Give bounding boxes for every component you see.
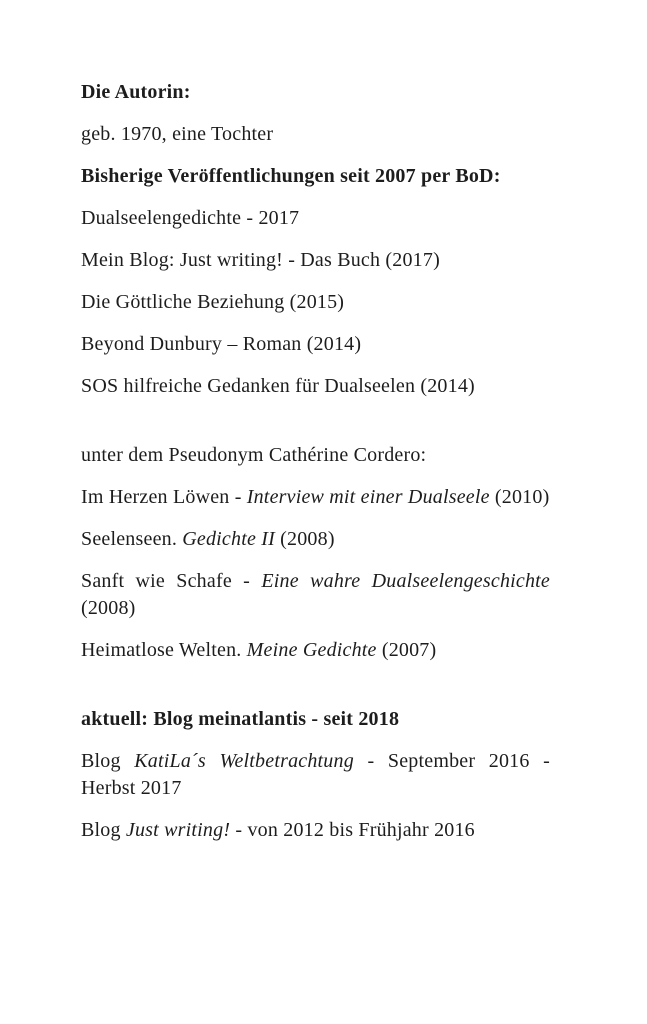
text-run: Eine wahre Dualseelengeschichte: [261, 570, 551, 592]
text-run: Beyond Dunbury – Roman (2014): [81, 333, 362, 355]
text-run: SOS hilfreiche Gedanken für Dualseelen (2014): [81, 375, 475, 397]
text-run: Dualseelengedichte - 2017: [81, 207, 300, 229]
pub-im-herzen-loewen: [81, 484, 550, 511]
pub-heimatlose-welten: [81, 637, 550, 664]
text-run: (2008): [274, 528, 335, 550]
blog-just-writing: [81, 817, 550, 844]
blog-katilas-weltbetrachtung: [81, 748, 550, 802]
pub-die-goettliche-beziehung: [81, 289, 550, 316]
text-run: aktuell: Blog meinatlantis - seit 2018: [81, 708, 400, 730]
text-run: Heimatlose Welten.: [81, 639, 247, 661]
text-run: - von 2012 bis Frühjahr 2016: [230, 819, 475, 841]
text-run: KatiLa´s Weltbetrachtung: [134, 750, 354, 772]
text-run: Just writing!: [125, 819, 231, 841]
text-run: (2010): [489, 486, 550, 508]
pub-mein-blog-just-writing: [81, 247, 550, 274]
text-run: - September 2016 - Herbst 2017: [81, 750, 550, 799]
heading-aktuell-blog-meinatlantis: [81, 706, 550, 733]
pub-sanft-wie-schafe: [81, 568, 550, 622]
text-run: unter dem Pseudonym Cathérine Cordero:: [81, 444, 427, 466]
text-run: (2007): [376, 639, 437, 661]
heading-bisherige-veroeffentlichungen: [81, 163, 550, 190]
text-run: Mein Blog: Just writing! - Das Buch (2017): [81, 249, 440, 271]
pub-dualseelengedichte: [81, 205, 550, 232]
text-run: Sanft wie Schafe -: [81, 570, 262, 592]
pub-seelenseen: [81, 526, 550, 553]
text-run: Bisherige Veröffentlichungen seit 2007 per BoD:: [81, 165, 501, 187]
text-run: Seelenseen.: [81, 528, 183, 550]
page-content: [81, 79, 550, 859]
line-pseudonym-catherine-cordero: [81, 442, 550, 469]
text-run: Gedichte II: [182, 528, 275, 550]
text-run: Blog: [81, 819, 126, 841]
heading-die-autorin: [81, 79, 550, 106]
text-run: Die Autorin:: [81, 81, 191, 103]
text-run: (2008): [81, 597, 136, 619]
text-run: geb. 1970, eine Tochter: [81, 123, 274, 145]
pub-sos-hilfreiche-gedanken: [81, 373, 550, 400]
text-run: Interview mit einer Dualseele: [246, 486, 490, 508]
line-geboren: [81, 121, 550, 148]
text-run: Im Herzen Löwen -: [81, 486, 247, 508]
pub-beyond-dunbury: [81, 331, 550, 358]
text-run: Meine Gedichte: [246, 639, 377, 661]
text-run: Blog: [81, 750, 135, 772]
text-run: Die Göttliche Beziehung (2015): [81, 291, 345, 313]
